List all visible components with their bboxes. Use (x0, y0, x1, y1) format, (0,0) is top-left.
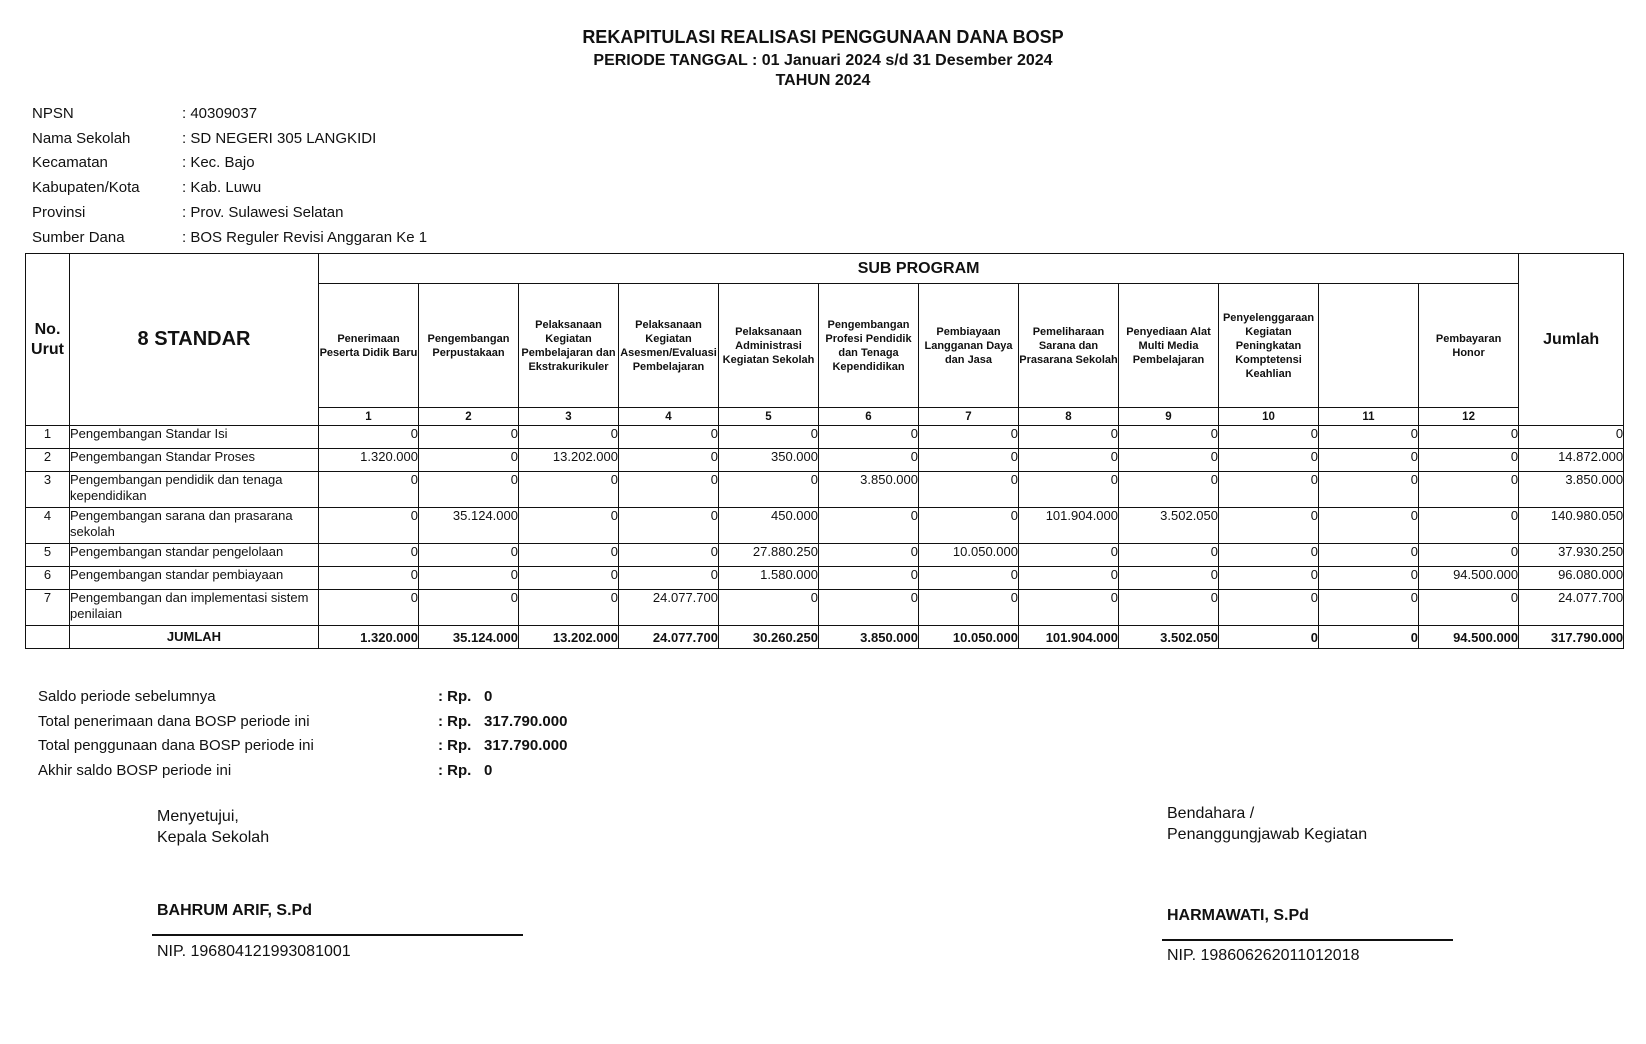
info-label: Provinsi (32, 204, 86, 222)
amount-cell: 0 (1119, 472, 1219, 508)
total-amount: 101.904.000 (1019, 626, 1119, 649)
right-signature-caption (1167, 803, 1367, 845)
standard-name: Pengembangan pendidik dan tenaga kependidikan (70, 472, 319, 508)
row-total: 0 (1519, 426, 1624, 449)
column-number: 7 (919, 408, 1019, 426)
column-number: 9 (1119, 408, 1219, 426)
amount-cell: 0 (919, 590, 1019, 626)
column-number: 2 (419, 408, 519, 426)
table-row (26, 590, 1624, 626)
amount-cell: 0 (319, 544, 419, 567)
amount-cell: 0 (519, 426, 619, 449)
summary-row (38, 734, 567, 759)
row-total: 3.850.000 (1519, 472, 1624, 508)
standard-header: 8 STANDAR (70, 254, 319, 426)
signature-line (152, 934, 523, 936)
summary-row (38, 684, 567, 709)
amount-cell: 0 (1319, 449, 1419, 472)
amount-cell: 0 (519, 544, 619, 567)
amount-cell: 3.850.000 (819, 472, 919, 508)
summary-rp: : Rp. (438, 712, 472, 730)
amount-cell: 0 (619, 472, 719, 508)
amount-cell: 0 (819, 567, 919, 590)
totals-label: JUMLAH (70, 626, 319, 649)
row-total: 96.080.000 (1519, 567, 1624, 590)
amount-cell: 0 (1319, 426, 1419, 449)
amount-cell: 0 (519, 590, 619, 626)
amount-cell: 0 (819, 590, 919, 626)
sub-program-column-label: Pengembangan Profesi Pendidik dan Tenaga Kependidikan (819, 284, 919, 408)
amount-cell: 0 (1419, 508, 1519, 544)
info-label: NPSN (32, 104, 74, 122)
signature-line (1162, 939, 1453, 941)
amount-cell: 13.202.000 (519, 449, 619, 472)
amount-cell: 0 (1419, 449, 1519, 472)
row-number: 1 (26, 426, 70, 449)
amount-cell: 0 (919, 472, 1019, 508)
amount-cell: 0 (1119, 426, 1219, 449)
summary-value: 317.790.000 (484, 712, 568, 730)
total-amount: 3.850.000 (819, 626, 919, 649)
row-number: 5 (26, 544, 70, 567)
table-row (26, 508, 1624, 544)
amount-cell: 0 (419, 426, 519, 449)
amount-cell: 0 (419, 472, 519, 508)
approval-label: Menyetujui, (157, 808, 239, 825)
info-label: Kabupaten/Kota (32, 179, 140, 197)
grand-total: 317.790.000 (1519, 626, 1624, 649)
column-number: 3 (519, 408, 619, 426)
amount-cell: 0 (819, 426, 919, 449)
school-info (32, 101, 427, 250)
info-value: : Prov. Sulawesi Selatan (182, 204, 344, 222)
table-row (26, 426, 1624, 449)
totals-row (26, 626, 1624, 649)
column-number: 6 (819, 408, 919, 426)
amount-cell: 0 (819, 508, 919, 544)
info-row (32, 151, 427, 176)
summary-label: Total penerimaan dana BOSP periode ini (38, 712, 310, 730)
column-number: 8 (1019, 408, 1119, 426)
row-number: 3 (26, 472, 70, 508)
amount-cell: 0 (419, 590, 519, 626)
row-total: 37.930.250 (1519, 544, 1624, 567)
sub-program-column-label: Pelaksanaan Administrasi Kegiatan Sekolah (719, 284, 819, 408)
amount-cell: 0 (719, 590, 819, 626)
amount-cell: 0 (419, 544, 519, 567)
amount-cell: 0 (1019, 472, 1119, 508)
principal-title: Kepala Sekolah (157, 829, 270, 846)
amount-cell: 0 (419, 449, 519, 472)
info-row (32, 225, 427, 250)
amount-cell: 101.904.000 (1019, 508, 1119, 544)
sub-program-column-label (1319, 284, 1419, 408)
amount-cell: 0 (919, 567, 1019, 590)
column-number: 12 (1419, 408, 1519, 426)
amount-cell: 450.000 (719, 508, 819, 544)
table-row (26, 544, 1624, 567)
amount-cell: 0 (1119, 567, 1219, 590)
info-row (32, 200, 427, 225)
amount-cell: 0 (1419, 590, 1519, 626)
amount-cell: 0 (619, 508, 719, 544)
jumlah-header: Jumlah (1519, 254, 1624, 426)
column-number: 11 (1319, 408, 1419, 426)
standard-name: Pengembangan dan implementasi sistem penilaian (70, 590, 319, 626)
sub-program-column-label: Pemeliharaan Sarana dan Prasarana Sekolah (1019, 284, 1119, 408)
sub-program-column-label: Penerimaan Peserta Didik Baru (319, 284, 419, 408)
amount-cell: 0 (1219, 449, 1319, 472)
info-value: : Kec. Bajo (182, 154, 255, 172)
info-label: Nama Sekolah (32, 129, 131, 147)
table-header (26, 254, 1624, 426)
amount-cell: 0 (1219, 544, 1319, 567)
amount-cell: 0 (619, 449, 719, 472)
sub-program-column-label: Pelaksanaan Kegiatan Asesmen/Evaluasi Pembelajaran (619, 284, 719, 408)
amount-cell: 0 (1419, 544, 1519, 567)
total-amount: 13.202.000 (519, 626, 619, 649)
sub-program-column-label: Pembiayaan Langganan Daya dan Jasa (919, 284, 1019, 408)
amount-cell: 0 (519, 508, 619, 544)
row-number: 4 (26, 508, 70, 544)
amount-cell: 1.580.000 (719, 567, 819, 590)
info-value: : SD NEGERI 305 LANGKIDI (182, 129, 377, 147)
amount-cell: 0 (1219, 567, 1319, 590)
amount-cell: 0 (1419, 426, 1519, 449)
amount-cell: 0 (419, 567, 519, 590)
principal-name: BAHRUM ARIF, S.Pd (157, 902, 312, 919)
total-amount: 3.502.050 (1119, 626, 1219, 649)
standard-name: Pengembangan standar pengelolaan (70, 544, 319, 567)
treasurer-title: Penanggungjawab Kegiatan (1167, 826, 1368, 843)
amount-cell: 0 (1319, 567, 1419, 590)
amount-cell: 0 (1219, 472, 1319, 508)
table-row (26, 567, 1624, 590)
amount-cell: 27.880.250 (719, 544, 819, 567)
row-total: 140.980.050 (1519, 508, 1624, 544)
table-row (26, 449, 1624, 472)
amount-cell: 0 (319, 590, 419, 626)
summary-row (38, 758, 567, 783)
totals-empty (26, 626, 70, 649)
report-year: TAHUN 2024 (775, 72, 871, 89)
amount-cell: 0 (819, 449, 919, 472)
column-number: 5 (719, 408, 819, 426)
amount-cell: 0 (619, 544, 719, 567)
amount-cell: 0 (919, 426, 1019, 449)
row-number: 6 (26, 567, 70, 590)
row-total: 24.077.700 (1519, 590, 1624, 626)
summary (38, 684, 567, 783)
total-amount: 24.077.700 (619, 626, 719, 649)
amount-cell: 0 (1219, 426, 1319, 449)
amount-cell: 94.500.000 (1419, 567, 1519, 590)
sub-program-column-label: Pembayaran Honor (1419, 284, 1519, 408)
amount-cell: 0 (1319, 508, 1419, 544)
info-row (32, 175, 427, 200)
total-amount: 30.260.250 (719, 626, 819, 649)
sub-program-column-label: Pengembangan Perpustakaan (419, 284, 519, 408)
total-amount: 0 (1319, 626, 1419, 649)
treasurer-nip: NIP. 198606262011012018 (1167, 947, 1360, 964)
no-header: No. Urut (26, 254, 70, 426)
amount-cell: 0 (619, 426, 719, 449)
column-number: 10 (1219, 408, 1319, 426)
amount-cell: 0 (519, 567, 619, 590)
sub-program-column-label: Penyediaan Alat Multi Media Pembelajaran (1119, 284, 1219, 408)
summary-value: 0 (484, 687, 493, 705)
amount-cell: 0 (319, 426, 419, 449)
amount-cell: 0 (619, 567, 719, 590)
summary-rp: : Rp. (438, 762, 472, 780)
amount-cell: 0 (919, 508, 1019, 544)
sub-program-column-label: Penyelenggaraan Kegiatan Peningkatan Komptetensi Keahlian (1219, 284, 1319, 408)
summary-value: 0 (484, 762, 493, 780)
info-label: Kecamatan (32, 154, 108, 172)
amount-cell: 0 (1019, 567, 1119, 590)
sub-program-column-label: Pelaksanaan Kegiatan Pembelajaran dan Ekstrakurikuler (519, 284, 619, 408)
amount-cell: 0 (1419, 472, 1519, 508)
amount-cell: 0 (1019, 544, 1119, 567)
amount-cell: 0 (1019, 426, 1119, 449)
summary-label: Saldo periode sebelumnya (38, 687, 216, 705)
total-amount: 35.124.000 (419, 626, 519, 649)
standard-name: Pengembangan Standar Proses (70, 449, 319, 472)
amount-cell: 0 (919, 449, 1019, 472)
amount-cell: 0 (1119, 544, 1219, 567)
info-label: Sumber Dana (32, 228, 125, 246)
amount-cell: 0 (1319, 544, 1419, 567)
treasurer-name: HARMAWATI, S.Pd (1167, 907, 1309, 924)
amount-cell: 0 (1019, 590, 1119, 626)
info-value: : Kab. Luwu (182, 179, 262, 197)
amount-cell: 0 (319, 567, 419, 590)
amount-cell: 0 (1019, 449, 1119, 472)
table-row (26, 472, 1624, 508)
amount-cell: 0 (819, 544, 919, 567)
treasurer-label: Bendahara / (1167, 805, 1255, 822)
standard-name: Pengembangan standar pembiayaan (70, 567, 319, 590)
total-amount: 10.050.000 (919, 626, 1019, 649)
amount-cell: 0 (1319, 590, 1419, 626)
sub-program-header: SUB PROGRAM (319, 254, 1519, 284)
amount-cell: 24.077.700 (619, 590, 719, 626)
info-value: : BOS Reguler Revisi Anggaran Ke 1 (182, 228, 428, 246)
amount-cell: 0 (519, 472, 619, 508)
amount-cell: 35.124.000 (419, 508, 519, 544)
amount-cell: 0 (1119, 590, 1219, 626)
row-number: 2 (26, 449, 70, 472)
summary-label: Total penggunaan dana BOSP periode ini (38, 737, 314, 755)
summary-label: Akhir saldo BOSP periode ini (38, 762, 232, 780)
column-number: 4 (619, 408, 719, 426)
amount-cell: 0 (719, 426, 819, 449)
row-number: 7 (26, 590, 70, 626)
info-value: : 40309037 (182, 104, 258, 122)
info-row (32, 101, 427, 126)
realization-table (25, 253, 1624, 649)
report-title: REKAPITULASI REALISASI PENGGUNAAN DANA BOSP (582, 27, 1064, 47)
amount-cell: 1.320.000 (319, 449, 419, 472)
amount-cell: 0 (1119, 449, 1219, 472)
standard-name: Pengembangan sarana dan prasarana sekolah (70, 508, 319, 544)
amount-cell: 0 (1219, 508, 1319, 544)
amount-cell: 3.502.050 (1119, 508, 1219, 544)
summary-rp: : Rp. (438, 737, 472, 755)
summary-rp: : Rp. (438, 687, 472, 705)
total-amount: 0 (1219, 626, 1319, 649)
total-amount: 1.320.000 (319, 626, 419, 649)
standard-name: Pengembangan Standar Isi (70, 426, 319, 449)
amount-cell: 0 (1219, 590, 1319, 626)
left-signature-caption (157, 806, 269, 848)
row-total: 14.872.000 (1519, 449, 1624, 472)
amount-cell: 0 (319, 472, 419, 508)
report-period: PERIODE TANGGAL : 01 Januari 2024 s/d 31 Desember 2024 (593, 52, 1053, 69)
summary-value: 317.790.000 (484, 737, 568, 755)
amount-cell: 0 (1319, 472, 1419, 508)
amount-cell: 0 (719, 472, 819, 508)
total-amount: 94.500.000 (1419, 626, 1519, 649)
amount-cell: 0 (319, 508, 419, 544)
amount-cell: 350.000 (719, 449, 819, 472)
summary-row (38, 709, 567, 734)
info-row (32, 126, 427, 151)
column-number: 1 (319, 408, 419, 426)
amount-cell: 10.050.000 (919, 544, 1019, 567)
principal-nip: NIP. 196804121993081001 (157, 943, 351, 960)
